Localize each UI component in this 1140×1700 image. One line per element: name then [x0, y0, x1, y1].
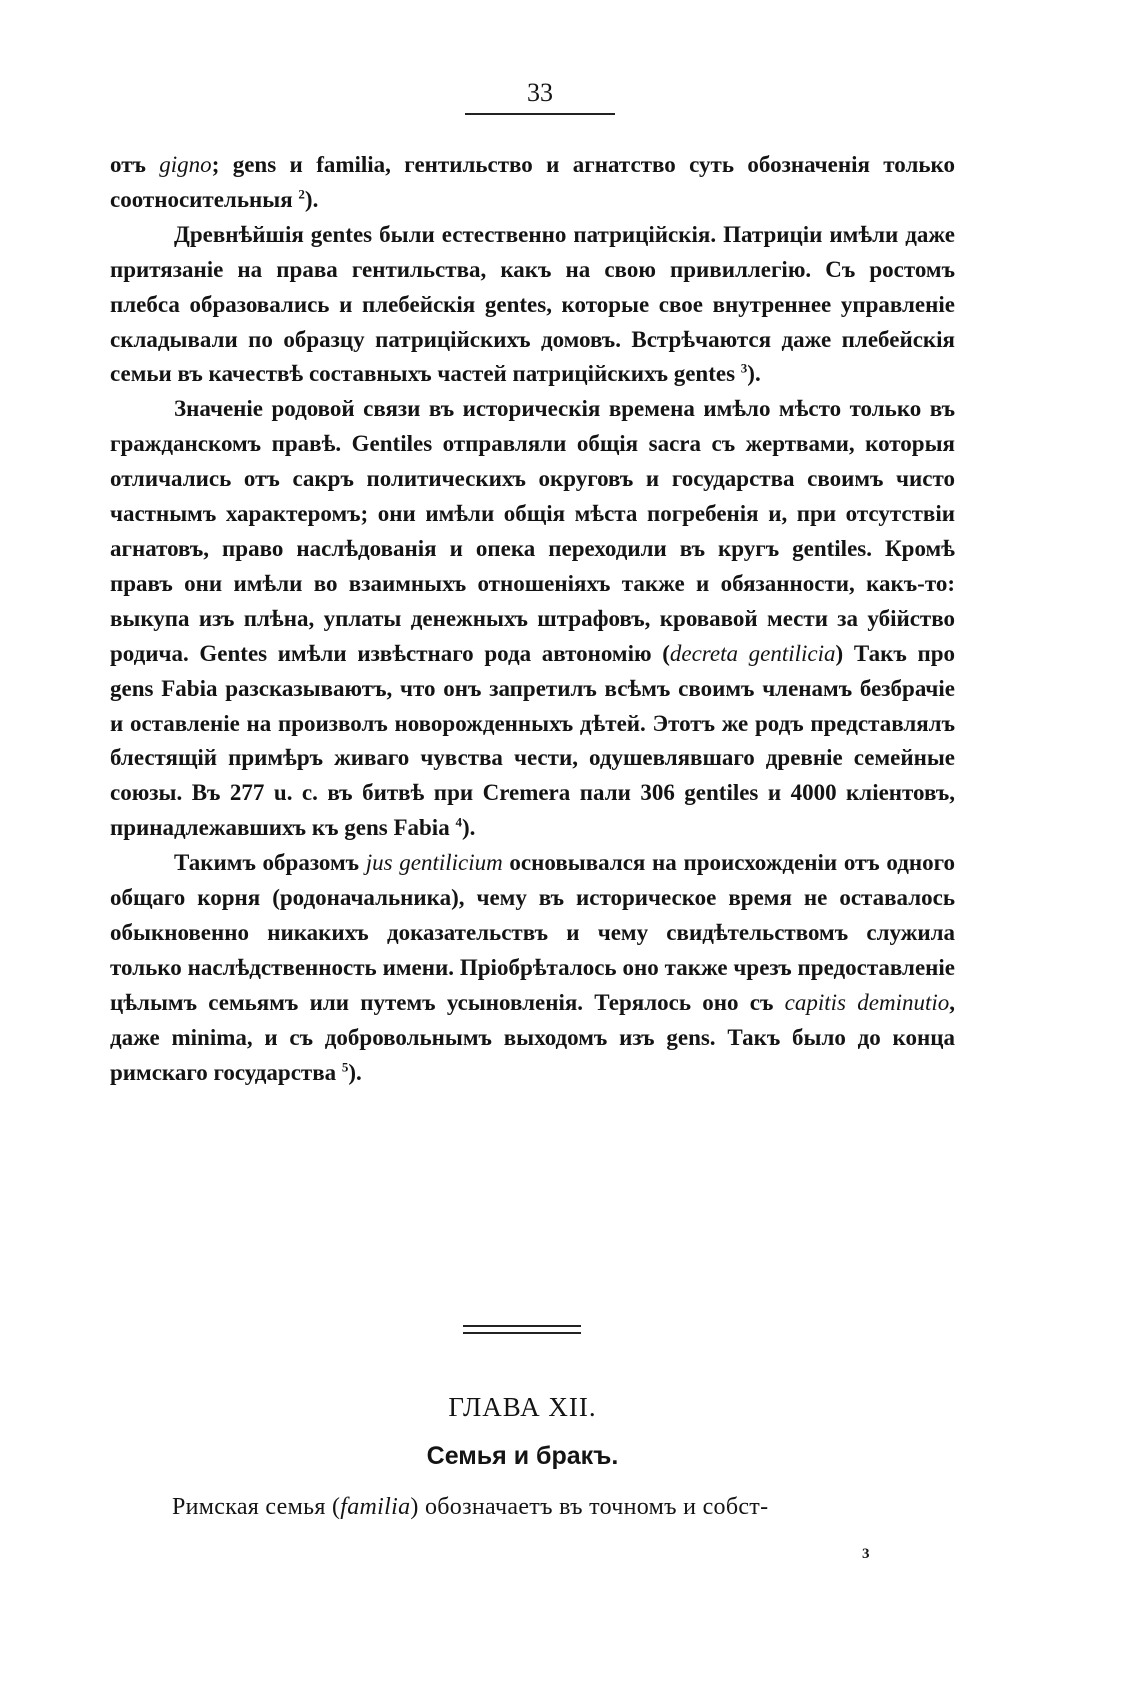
italic-term: gigno: [159, 152, 212, 177]
section-divider: [463, 1325, 581, 1334]
paragraph-text: ).: [461, 815, 476, 841]
chapter-number: ГЛАВА XII.: [448, 1392, 597, 1422]
paragraph-4: [110, 846, 955, 1090]
paragraph-1: [110, 148, 955, 218]
paragraph-text: ) Такъ про gens Fabia разсказываютъ, что онъ запретилъ всѣмъ своимъ членамъ безбрачіе и оставленіе на произволъ новорожденныхъ дѣтей. Этотъ же родъ представлялъ блестящій примѣръ живаго чувства чести, одушевлявшаго древніе семейные союзы. Въ 277 u. c. въ битвѣ при Cremera пали 306 gentiles и 4000 кліентовъ, принадлежавшихъ къ gens Fabia: [110, 640, 955, 841]
page-number: 33: [527, 78, 553, 107]
paragraph-text: основывался на происхожденіи отъ одного общаго корня (родоначальника), чему въ историческое время не оставалось обыкновенно никакихъ доказательствъ и чему свидѣтельствомъ служила только наслѣдственность имени. Пріобрѣталось оно также чрезъ предоставленіе цѣлымъ семьямъ или путемъ усыновленія. Терялось оно съ: [110, 850, 955, 1015]
paragraph-2: [110, 218, 955, 393]
footnote-ref: 4: [455, 814, 462, 830]
signature-mark: 3: [862, 1546, 870, 1562]
body-text: [110, 148, 955, 1090]
footnote-ref: 3: [740, 360, 748, 376]
paragraph-text: , даже minima, и съ добровольнымъ выходомъ изъ gens. Такъ было до конца римскаго государства: [110, 989, 955, 1085]
footnote-ref: 5: [341, 1058, 349, 1074]
italic-term: jus gentilicium: [365, 850, 503, 876]
chapter-first-line: [172, 1494, 962, 1521]
paragraph-text: Римская семья (: [172, 1494, 341, 1520]
italic-term: decreta gentilicia: [669, 640, 836, 666]
paragraph-text: Древнѣйшія gentes были естественно патриційскія. Патриціи имѣли даже притязаніе на права гентильства, какъ на свою привиллегію. Съ ростомъ плебса образовались и плебейскія gentes, которые свое внутреннее управленіе складывали по образцу патриційскихъ домовъ. Встрѣчаются даже плебейскія семьи въ качествѣ составныхъ частей патриційскихъ gentes: [110, 221, 955, 387]
paragraph-3: [110, 392, 955, 846]
italic-term: familia: [340, 1494, 411, 1520]
page-number-rule: [465, 113, 615, 115]
paragraph-text: ).: [348, 1059, 362, 1085]
paragraph-text: ; gens и familia, гентильство и агнатство суть обозначенія только соотносительныя: [110, 152, 956, 212]
paragraph-text: отъ: [110, 152, 160, 177]
paragraph-text: ) обозначаетъ въ точномъ и собст-: [410, 1494, 769, 1520]
chapter-title: Семья и бракъ.: [426, 1442, 619, 1470]
paragraph-text: Такимъ образомъ: [174, 850, 366, 876]
paragraph-text: ).: [304, 186, 319, 212]
footnote-ref: 2: [298, 186, 305, 202]
italic-term: capitis deminutio: [784, 989, 950, 1015]
paragraph-text: Значеніе родовой связи въ историческія времена имѣло мѣсто только въ гражданскомъ правѣ. Gentiles отправляли общія sacra съ жертвами, которыя отличались отъ сакръ политическихъ округовъ и государства своимъ чисто частнымъ характеромъ; они имѣли общія мѣста погребенія и, при отсутствіи агнатовъ, право наслѣдованія и опека переходили въ кругъ gentiles. Кромѣ правъ они имѣли во взаимныхъ отношеніяхъ также и обязанности, какъ-то: выкупа изъ плѣна, уплаты денежныхъ штрафовъ, кровавой мести за убійство родича. Gentes имѣли извѣстнаго рода автономію (: [110, 396, 955, 666]
paragraph-text: ).: [747, 361, 761, 387]
